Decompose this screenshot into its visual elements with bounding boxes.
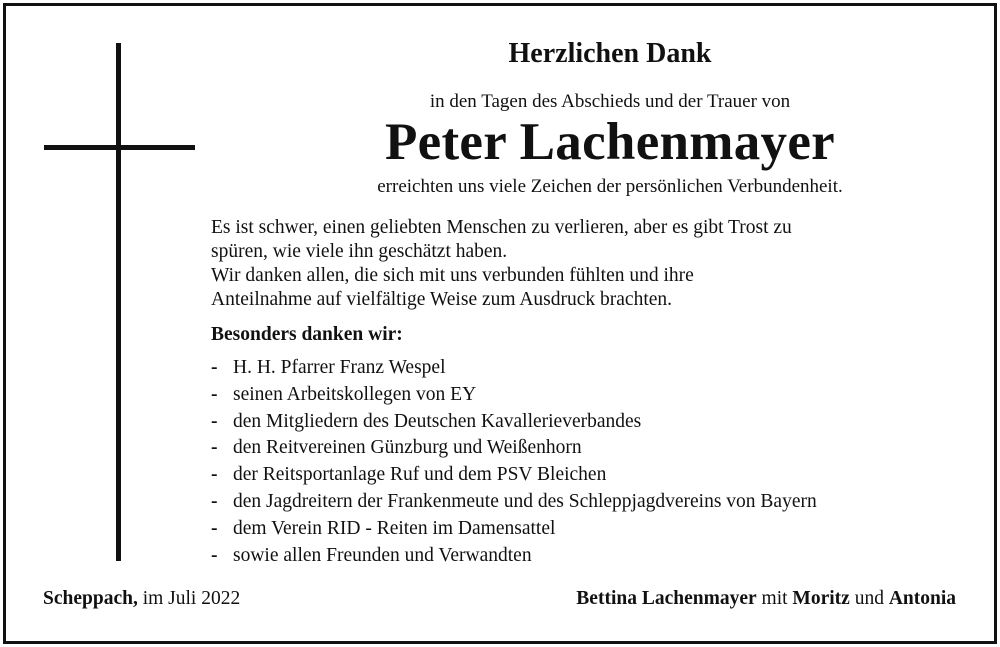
dash-marker: -	[211, 437, 218, 459]
body-line: Anteilnahme auf vielfältige Weise zum Ausdruck brachten.	[211, 289, 673, 310]
list-item	[211, 436, 817, 463]
list-item-text: seinen Arbeitskollegen von EY	[233, 383, 477, 405]
dash-marker: -	[211, 517, 218, 539]
dash-marker: -	[211, 383, 218, 405]
dash-marker: -	[211, 544, 218, 566]
dash-marker: -	[211, 490, 218, 512]
list-item-text: den Mitgliedern des Deutschen Kavallerieverbandes	[233, 410, 642, 432]
child-name: Antonia	[888, 588, 956, 609]
list-item	[211, 410, 817, 437]
body-line: Wir danken allen, die sich mit uns verbunden fühlten und ihre	[211, 265, 694, 286]
thanks-list	[211, 356, 817, 570]
list-item-text: H. H. Pfarrer Franz Wespel	[233, 357, 446, 378]
body-line: spüren, wie viele ihn geschätzt haben.	[211, 241, 508, 262]
list-item	[211, 544, 817, 571]
signer-name: Bettina Lachenmayer	[576, 588, 757, 609]
child-name: Moritz	[792, 588, 850, 609]
place: Scheppach,	[43, 588, 138, 609]
notice-heading: Herzlichen Dank	[508, 38, 712, 69]
list-item	[211, 490, 817, 517]
thanks-heading: Besonders danken wir:	[211, 324, 403, 345]
cross-horizontal-bar	[44, 145, 195, 150]
place-date	[43, 588, 240, 610]
list-item	[211, 463, 817, 490]
list-item-text: den Reitvereinen Günzburg und Weißenhorn	[233, 437, 582, 459]
outro-line: erreichten uns viele Zeichen der persönlichen Verbundenheit.	[377, 176, 843, 197]
list-item-text: dem Verein RID - Reiten im Damensattel	[233, 517, 556, 539]
list-item	[211, 356, 817, 383]
cross-vertical-bar	[116, 43, 121, 561]
dash-marker: -	[211, 357, 218, 378]
intro-line: in den Tagen des Abschieds und der Trauer von	[429, 91, 791, 112]
date: im Juli 2022	[142, 588, 241, 609]
dash-marker: -	[211, 464, 218, 486]
body-text	[211, 216, 951, 312]
list-item	[211, 383, 817, 410]
body-line: Es ist schwer, einen geliebten Menschen zu verlieren, aber es gibt Trost zu	[211, 217, 792, 238]
and-word: und	[854, 588, 884, 609]
list-item-text: sowie allen Freunden und Verwandten	[233, 544, 532, 566]
list-item-text: den Jagdreitern der Frankenmeute und des Schleppjagdvereins von Bayern	[233, 490, 817, 512]
with-word: mit	[761, 588, 788, 609]
deceased-name: Peter Lachenmayer	[384, 113, 836, 171]
dash-marker: -	[211, 410, 218, 432]
list-item	[211, 517, 817, 544]
list-item-text: der Reitsportanlage Ruf und dem PSV Bleichen	[233, 464, 607, 486]
signature-line	[576, 588, 956, 610]
